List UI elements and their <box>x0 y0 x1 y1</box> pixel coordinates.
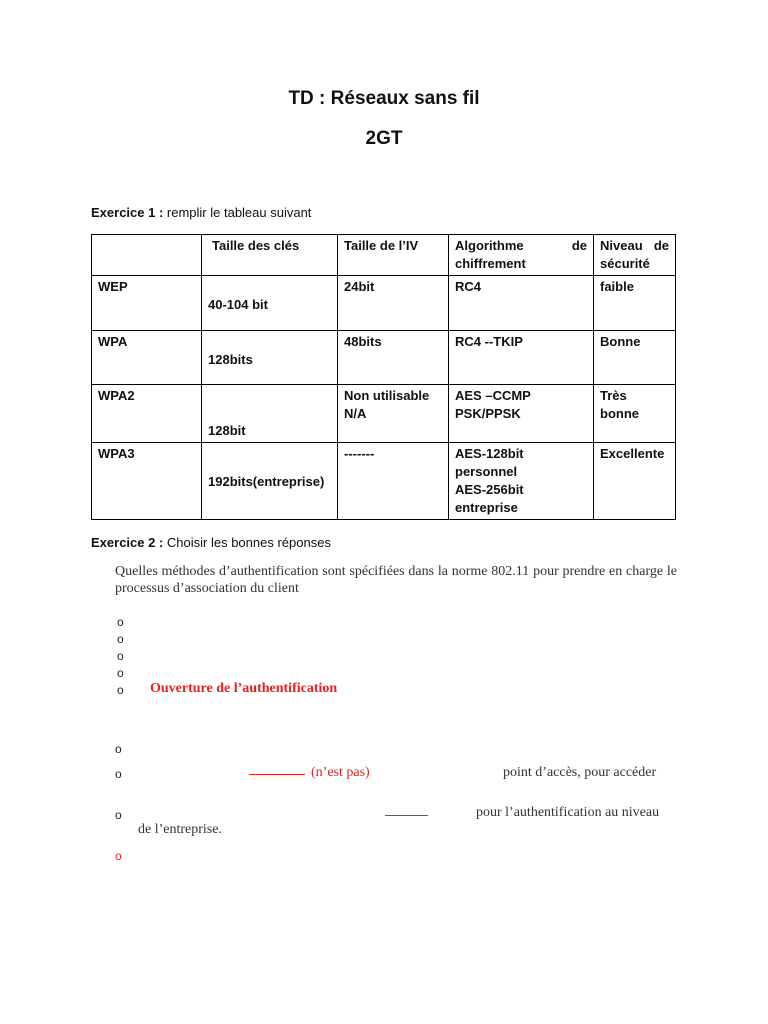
security-cell: Excellente <box>594 443 676 520</box>
algorithm-cell: RC4 --TKIP <box>449 331 594 385</box>
protocol-cell: WPA <box>92 331 202 385</box>
security-line: bonne <box>600 406 639 421</box>
page-title: TD : Réseaux sans fil <box>288 88 480 109</box>
header-algorithm-line1 <box>455 237 587 255</box>
option-bullet-icon[interactable]: o <box>117 649 124 663</box>
option-bullet-icon[interactable]: o <box>117 632 124 646</box>
option-open-auth: Ouverture de l’authentification <box>150 681 338 696</box>
algorithm-line: PSK/PPSK <box>455 406 521 421</box>
table-row <box>92 385 676 443</box>
security-cell: faible <box>594 276 676 331</box>
key-size-cell <box>202 331 338 385</box>
iv-size-line: Non utilisable <box>344 388 430 403</box>
question-text: Quelles méthodes d’authentification sont spécifiées dans la norme 802.11 pour prendre en charge le processus d’association du client <box>115 564 677 596</box>
table-header-cell: Taille de l’IV <box>338 235 449 276</box>
page-subtitle: 2GT <box>365 128 403 149</box>
iv-size-cell: ------- <box>338 443 449 520</box>
protocol-cell: WPA3 <box>92 443 202 520</box>
exercise-2-heading <box>91 535 331 550</box>
option-bullet-icon[interactable]: o <box>117 683 124 697</box>
key-size-cell <box>202 276 338 331</box>
algorithm-cell <box>449 385 594 443</box>
option-bullet-icon[interactable]: o <box>117 615 124 629</box>
exercise-1-instruction: remplir le tableau suivant <box>166 205 312 220</box>
header-level-word: de <box>653 238 669 253</box>
security-line: Très <box>600 388 627 403</box>
header-level-line1 <box>600 237 669 255</box>
option-not-text: (n’est pas) <box>311 765 370 780</box>
option-enterprise-line2: de l’entreprise. <box>138 822 222 837</box>
answer-underline <box>249 774 305 775</box>
algorithm-line: AES-128bit <box>455 446 524 461</box>
table-row <box>92 443 676 520</box>
option-access-point-text: point d’accès, pour accéder <box>503 765 657 780</box>
table-header-cell <box>449 235 594 276</box>
key-size-value: 192bits(entreprise) <box>208 474 325 489</box>
key-size-value: 128bits <box>208 352 253 367</box>
key-size-cell <box>202 443 338 520</box>
key-size-cell <box>202 385 338 443</box>
header-algorithm-line2: chiffrement <box>455 256 526 271</box>
protocol-cell: WEP <box>92 276 202 331</box>
algorithm-cell <box>449 443 594 520</box>
exercise-2-label: Exercice 2 : <box>91 535 164 550</box>
option-bullet-icon[interactable]: o <box>117 666 124 680</box>
key-size-value: 40-104 bit <box>208 297 268 312</box>
iv-size-cell: 24bit <box>338 276 449 331</box>
header-level-line2: sécurité <box>600 256 650 271</box>
table-row <box>92 331 676 385</box>
table-header-cell <box>594 235 676 276</box>
table-header-cell: Taille des clés <box>202 235 338 276</box>
option-bullet-icon[interactable]: o <box>115 742 122 756</box>
table-row <box>92 276 676 331</box>
header-level-word: Niveau <box>600 238 643 253</box>
header-algorithm-word: Algorithme <box>455 238 524 253</box>
iv-size-cell <box>338 385 449 443</box>
algorithm-line: AES-256bit <box>455 482 524 497</box>
exercise-1-label: Exercice 1 : <box>91 205 164 220</box>
security-cell <box>594 385 676 443</box>
option-bullet-icon[interactable]: o <box>115 767 122 781</box>
security-protocols-table <box>91 234 676 520</box>
iv-size-line: N/A <box>344 406 367 421</box>
algorithm-cell: RC4 <box>449 276 594 331</box>
exercise-2-instruction: Choisir les bonnes réponses <box>166 535 331 550</box>
protocol-cell: WPA2 <box>92 385 202 443</box>
algorithm-line: entreprise <box>455 500 518 515</box>
option-bullet-icon[interactable]: o <box>115 808 122 822</box>
table-header-cell <box>92 235 202 276</box>
key-size-value: 128bit <box>208 423 246 438</box>
table-header-row <box>92 235 676 276</box>
exercise-1-heading <box>91 205 311 220</box>
option-bullet-icon[interactable]: o <box>115 849 122 863</box>
iv-size-cell: 48bits <box>338 331 449 385</box>
answer-underline <box>385 815 428 816</box>
algorithm-line: AES –CCMP <box>455 388 531 403</box>
header-algorithm-word: de <box>571 238 587 253</box>
option-enterprise-text: pour l’authentification au niveau <box>476 805 660 820</box>
algorithm-line: personnel <box>455 464 518 479</box>
security-cell: Bonne <box>594 331 676 385</box>
